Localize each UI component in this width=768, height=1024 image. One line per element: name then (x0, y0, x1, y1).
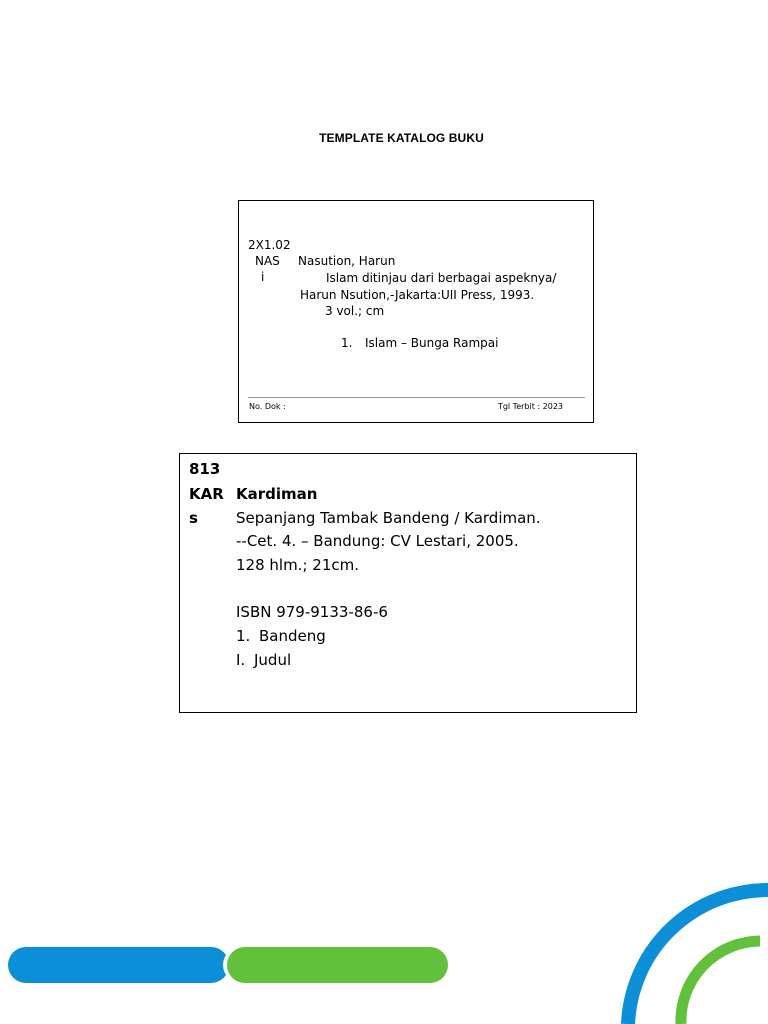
subject-heading: Bandeng (259, 627, 326, 645)
decorative-green-arc (681, 941, 760, 1024)
collation: 128 hlm.; 21cm. (236, 556, 359, 574)
catalog-card-1 (238, 200, 594, 423)
page-title: TEMPLATE KATALOG BUKU (319, 131, 484, 145)
added-entry: Judul (254, 651, 292, 669)
decorative-blue-bar (8, 947, 229, 983)
edition-line: --Cet. 4. – Bandung: CV Lestari, 2005. (236, 532, 519, 550)
call-number-class: 2X1.02 (248, 238, 291, 252)
call-number-title: s (189, 509, 198, 527)
added-entry-number: I. (236, 651, 246, 669)
call-number-title: i (261, 270, 265, 284)
subject-number: 1. (341, 336, 353, 350)
call-number-author: NAS (255, 254, 280, 268)
collation: 3 vol.; cm (325, 304, 385, 318)
title-line-2: Harun Nsution,-Jakarta:UII Press, 1993. (300, 288, 535, 302)
isbn: ISBN 979-9133-86-6 (236, 603, 388, 621)
decorative-blue-arc (628, 890, 768, 1024)
decorative-green-bar (227, 947, 448, 983)
document-number-label: No. Dok : (249, 402, 286, 411)
call-number-author: KAR (189, 485, 224, 503)
title-line-1: Islam ditinjau dari berbagai aspeknya/ (326, 271, 557, 285)
author-entry: Kardiman (236, 485, 318, 503)
title-line: Sepanjang Tambak Bandeng / Kardiman. (236, 509, 541, 527)
subject-heading: Islam – Bunga Rampai (365, 336, 499, 350)
decorative-arcs (600, 860, 768, 1024)
call-number-class: 813 (189, 460, 221, 478)
publish-date-label: Tgl Terbit : 2023 (497, 402, 563, 411)
subject-number: 1. (236, 627, 251, 645)
footer-divider (248, 397, 585, 398)
author-entry: Nasution, Harun (298, 254, 396, 268)
catalog-card-2 (179, 453, 637, 713)
